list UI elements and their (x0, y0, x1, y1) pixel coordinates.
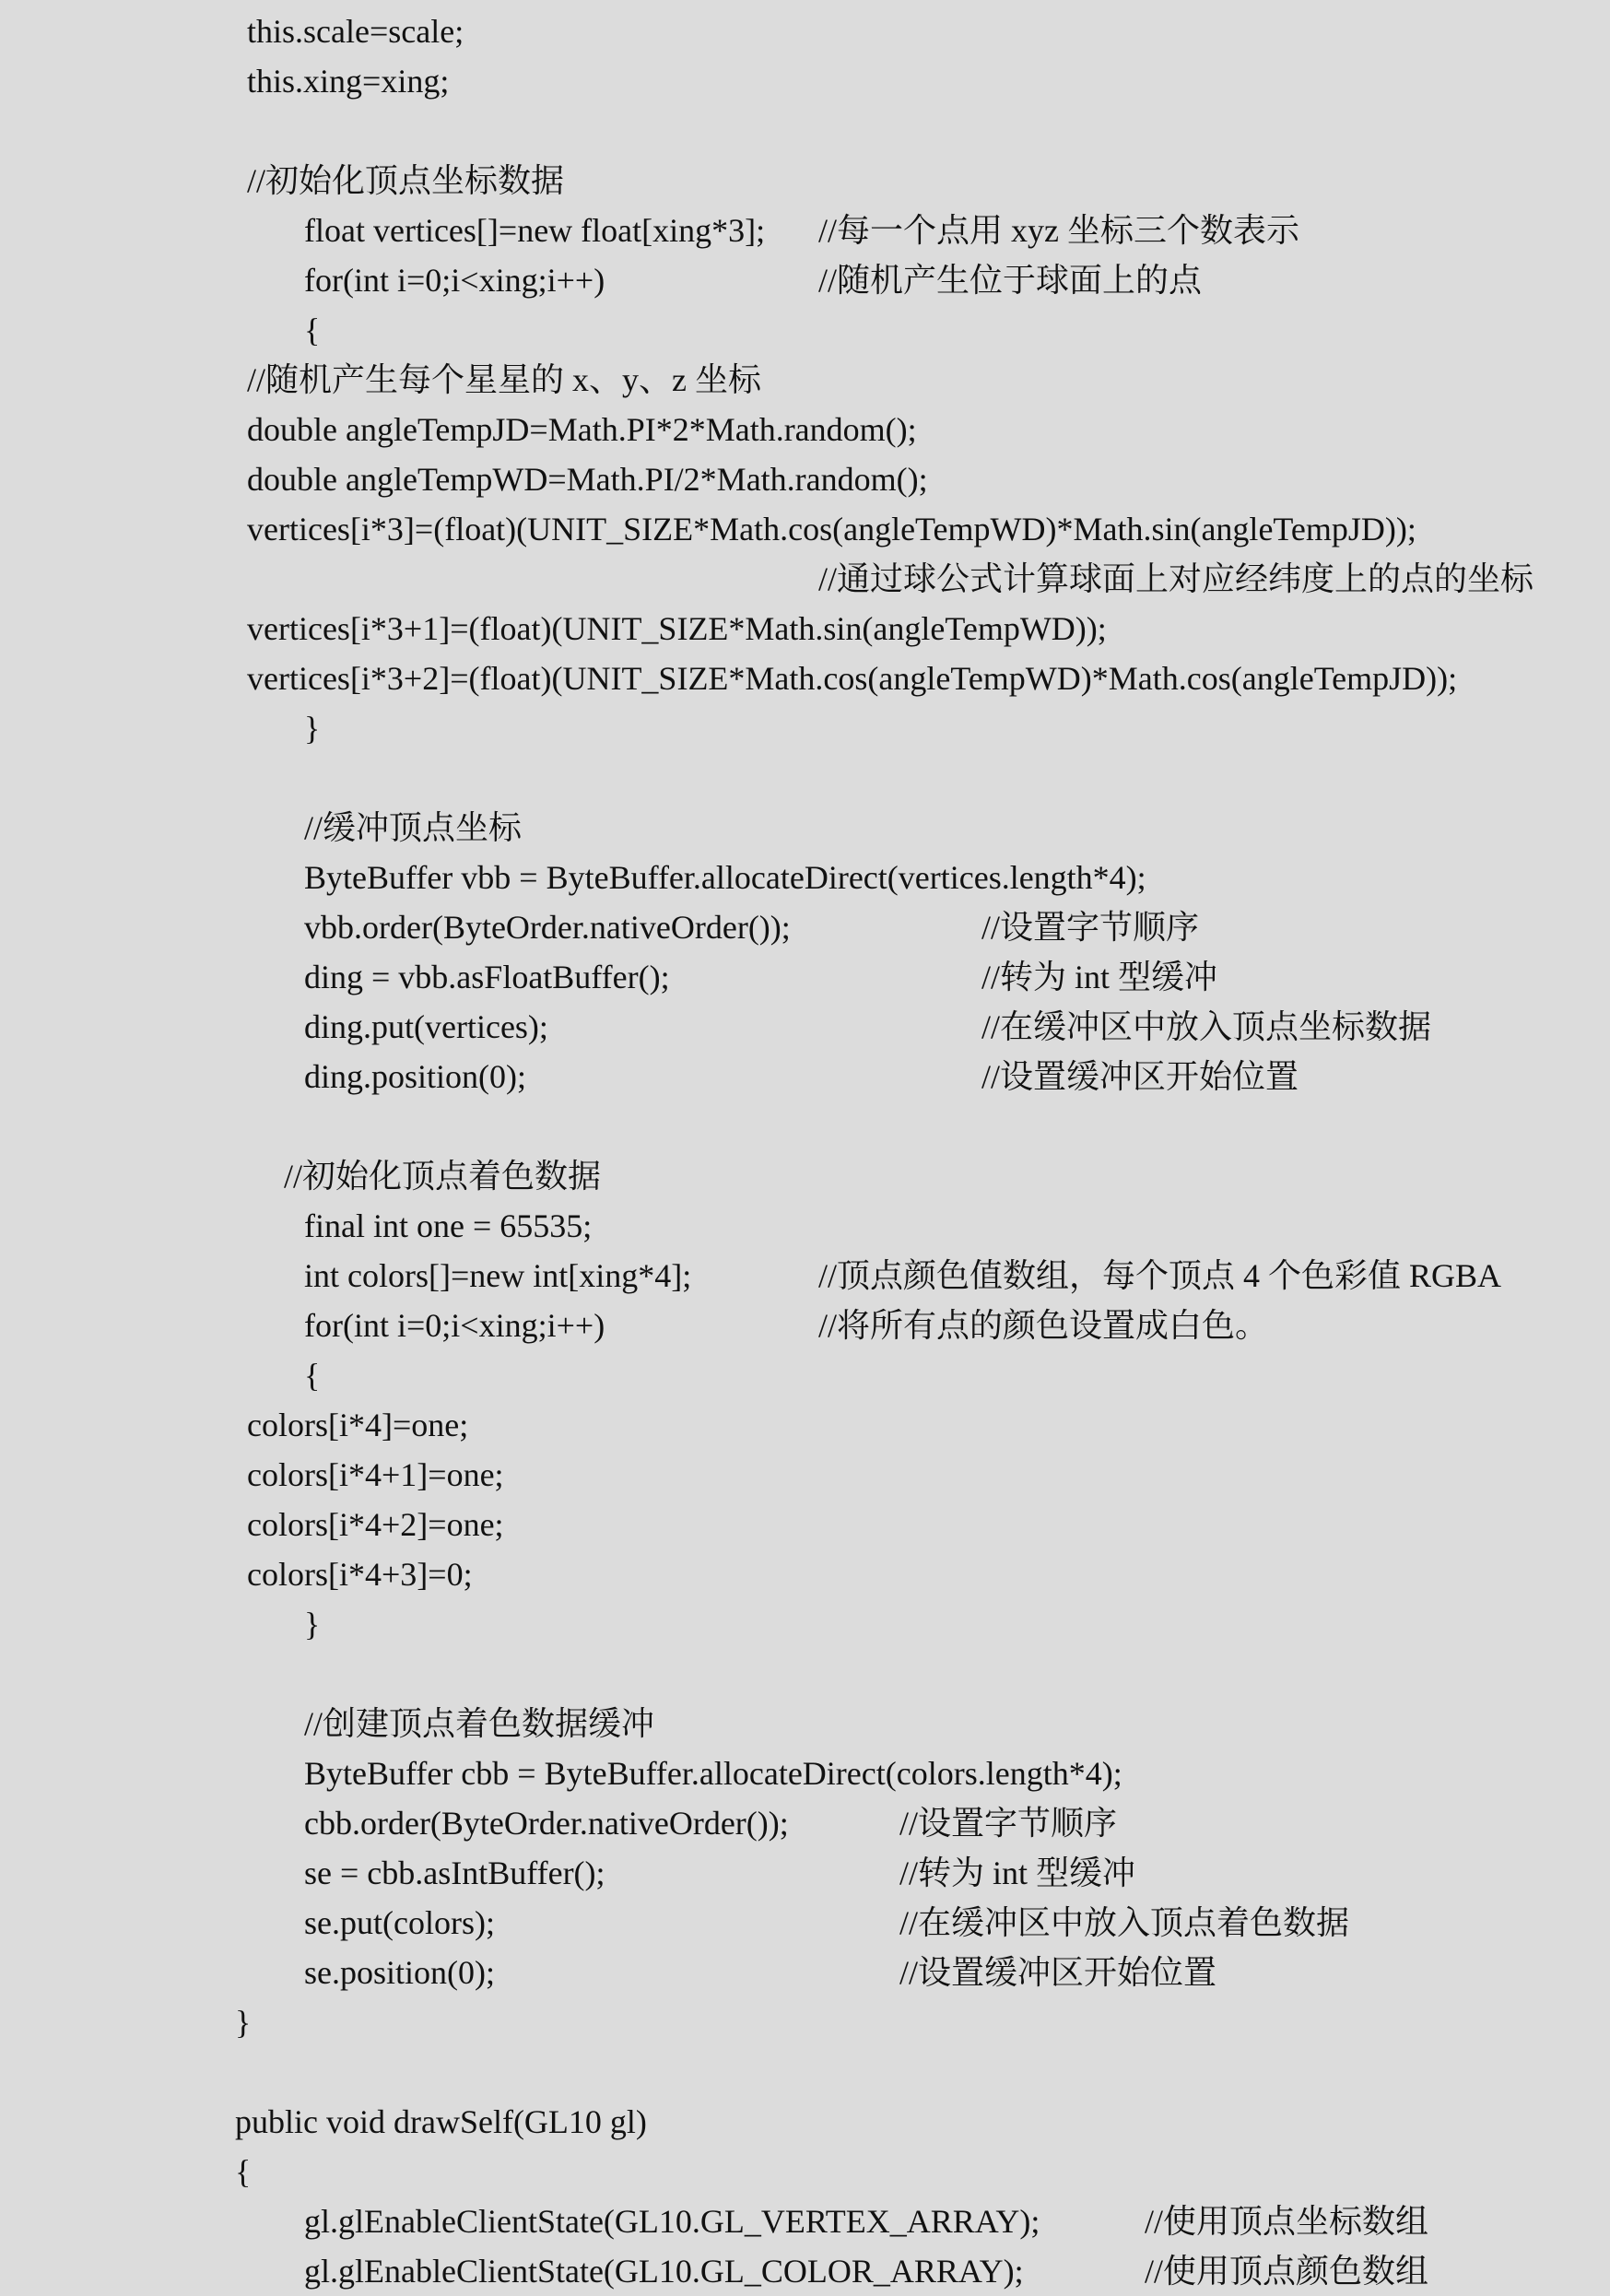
code-line (0, 1798, 1610, 1848)
code-line (0, 2147, 1610, 2196)
code-text: se = cbb.asIntBuffer(); (304, 1854, 605, 1891)
code-text: se.position(0); (304, 1954, 495, 1991)
code-text: colors[i*4+1]=one; (247, 1456, 504, 1493)
code-text: { (304, 312, 321, 348)
code-line (0, 1450, 1610, 1500)
code-text: ByteBuffer vbb = ByteBuffer.allocateDirect(vertices.length*4); (304, 859, 1146, 896)
code-line (0, 554, 1610, 604)
code-line (0, 1997, 1610, 2047)
code-comment: //随机产生位于球面上的点 (818, 262, 1203, 299)
code-text: for(int i=0;i<xing;i++) (304, 262, 605, 299)
code-comment: //设置字节顺序 (899, 1805, 1118, 1842)
code-line (0, 1898, 1610, 1948)
code-text: vbb.order(ByteOrder.nativeOrder()); (304, 909, 791, 946)
code-text: //创建顶点着色数据缓冲 (304, 1705, 655, 1742)
code-text: this.xing=xing; (247, 63, 450, 100)
code-line (0, 1151, 1610, 1201)
code-comment: //设置字节顺序 (981, 909, 1200, 946)
code-line (0, 1201, 1610, 1251)
code-text: } (304, 710, 321, 747)
code-text: vertices[i*3+1]=(float)(UNIT_SIZE*Math.sin(angleTempWD)); (247, 610, 1107, 647)
code-text: //初始化顶点坐标数据 (247, 162, 565, 199)
code-line (0, 1948, 1610, 1997)
code-comment: //设置缓冲区开始位置 (981, 1058, 1299, 1095)
code-line (0, 604, 1610, 653)
code-line (0, 1599, 1610, 1649)
code-text: vertices[i*3]=(float)(UNIT_SIZE*Math.cos(angleTempWD)*Math.sin(angleTempJD)); (247, 511, 1416, 548)
code-line (0, 1400, 1610, 1450)
code-text: //随机产生每个星星的 x、y、z 坐标 (247, 361, 761, 398)
code-comment: //转为 int 型缓冲 (981, 959, 1218, 995)
code-text: float vertices[]=new float[xing*3]; (304, 212, 766, 249)
code-comment: //使用顶点坐标数组 (1145, 2203, 1429, 2240)
code-line (0, 1500, 1610, 1549)
code-comment: //转为 int 型缓冲 (899, 1854, 1136, 1891)
code-comment: //每一个点用 xyz 坐标三个数表示 (818, 212, 1299, 249)
code-line (0, 653, 1610, 703)
code-line (0, 454, 1610, 504)
code-text: { (304, 1357, 321, 1394)
code-text: ding.position(0); (304, 1058, 526, 1095)
code-text: gl.glEnableClientState(GL10.GL_VERTEX_ARRAY); (304, 2203, 1040, 2240)
code-text: } (304, 1606, 321, 1643)
code-line (0, 1251, 1610, 1301)
code-line (0, 753, 1610, 803)
code-line (0, 2097, 1610, 2147)
code-text: final int one = 65535; (304, 1207, 593, 1244)
code-line (0, 703, 1610, 753)
code-text: cbb.order(ByteOrder.nativeOrder()); (304, 1805, 789, 1842)
code-line (0, 1052, 1610, 1101)
code-line (0, 156, 1610, 206)
code-text: vertices[i*3+2]=(float)(UNIT_SIZE*Math.cos(angleTempWD)*Math.cos(angleTempJD)); (247, 660, 1458, 697)
code-line (0, 1699, 1610, 1748)
code-line (0, 1649, 1610, 1699)
code-line (0, 1748, 1610, 1798)
code-line (0, 255, 1610, 305)
code-line (0, 1848, 1610, 1898)
code-text: } (235, 2004, 252, 2041)
code-line (0, 504, 1610, 554)
code-line (0, 1101, 1610, 1151)
code-text: colors[i*4+3]=0; (247, 1556, 473, 1593)
code-comment: //通过球公式计算球面上对应经纬度上的点的坐标 (818, 560, 1534, 597)
code-line (0, 1002, 1610, 1052)
code-line (0, 206, 1610, 255)
code-text: ByteBuffer cbb = ByteBuffer.allocateDirect(colors.length*4); (304, 1755, 1122, 1792)
code-comment: //顶点颜色值数组，每个顶点 4 个色彩值 RGBA (818, 1257, 1502, 1294)
code-line (0, 853, 1610, 902)
code-text: int colors[]=new int[xing*4]; (304, 1257, 692, 1294)
code-comment: //设置缓冲区开始位置 (899, 1954, 1217, 1991)
code-text: for(int i=0;i<xing;i++) (304, 1307, 605, 1344)
code-line (0, 6, 1610, 56)
code-line (0, 2196, 1610, 2246)
code-text: ding = vbb.asFloatBuffer(); (304, 959, 670, 995)
code-comment: //将所有点的颜色设置成白色。 (818, 1307, 1269, 1344)
code-comment: //使用顶点颜色数组 (1145, 2253, 1429, 2290)
code-text: public void drawSelf(GL10 gl) (235, 2103, 647, 2140)
code-text: //初始化顶点着色数据 (284, 1158, 602, 1195)
code-line (0, 2047, 1610, 2097)
code-text: se.put(colors); (304, 1904, 495, 1941)
code-text: gl.glEnableClientState(GL10.GL_COLOR_ARRAY); (304, 2253, 1024, 2290)
code-text: { (235, 2153, 252, 2190)
code-text: colors[i*4+2]=one; (247, 1506, 504, 1543)
code-line (0, 2246, 1610, 2296)
code-text: ding.put(vertices); (304, 1008, 548, 1045)
code-text: this.scale=scale; (247, 13, 464, 50)
code-line (0, 1301, 1610, 1350)
code-line (0, 1350, 1610, 1400)
code-text: colors[i*4]=one; (247, 1407, 469, 1443)
code-line (0, 952, 1610, 1002)
code-line (0, 106, 1610, 156)
code-text: double angleTempWD=Math.PI/2*Math.random(); (247, 461, 928, 498)
code-text: double angleTempJD=Math.PI*2*Math.random(); (247, 411, 917, 448)
code-line (0, 902, 1610, 952)
code-line (0, 1549, 1610, 1599)
code-line (0, 405, 1610, 454)
code-line (0, 355, 1610, 405)
code-line (0, 803, 1610, 853)
code-line (0, 56, 1610, 106)
code-text: //缓冲顶点坐标 (304, 809, 523, 846)
code-comment: //在缓冲区中放入顶点着色数据 (899, 1904, 1350, 1941)
code-line (0, 305, 1610, 355)
code-comment: //在缓冲区中放入顶点坐标数据 (981, 1008, 1432, 1045)
